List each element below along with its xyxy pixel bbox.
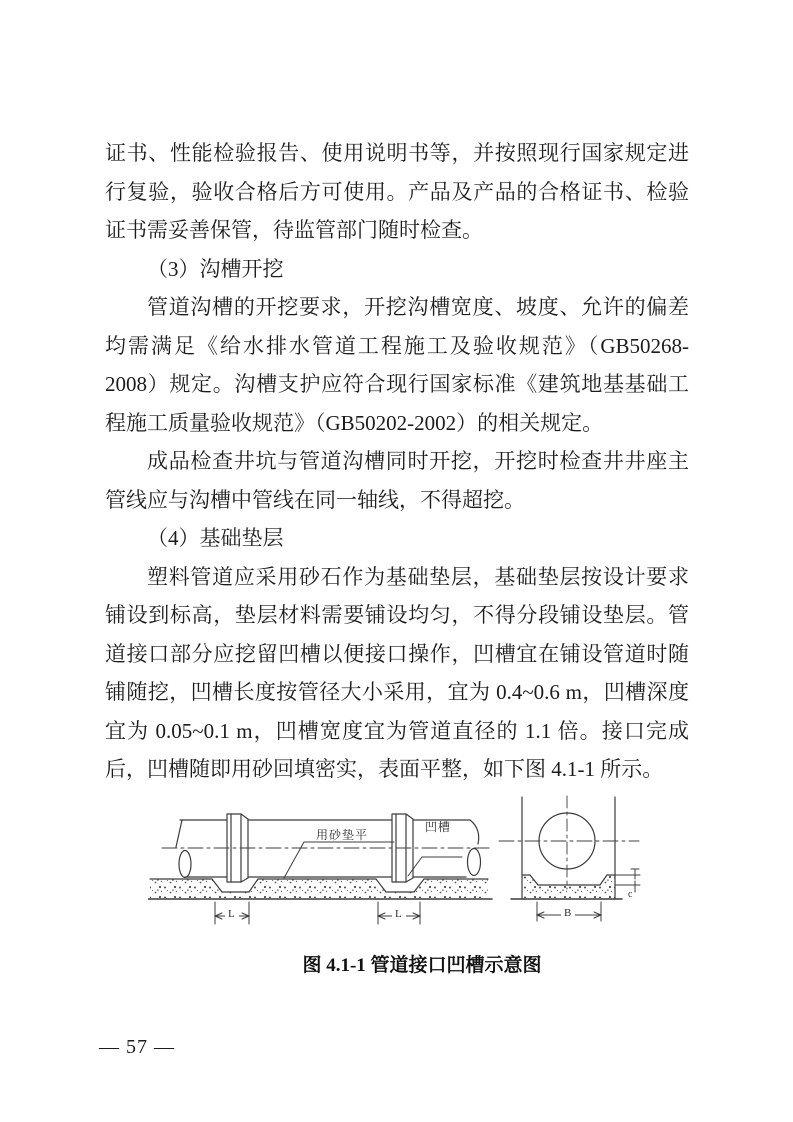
pipe-groove-diagram xyxy=(148,795,673,940)
sand-level-label: 用砂垫平 xyxy=(316,827,369,842)
paragraph: 塑料管道应采用砂石作为基础垫层，基础垫层按设计要求铺设到标高，垫层材料需要铺设均匀，不得分段铺设垫层。管道接口部分应挖留凹槽以便接口操作，凹槽宜在铺设管道时随铺随挖，凹槽长度按管径大小采用，宜为 0.4~0.6 m，凹槽深度宜为 0.05~0.1 m，凹槽宽度宜为管道直径的 1.1 倍。接口完成后，凹槽随即用砂回填密实，表面平整，如下图 4.1-1 所示。 xyxy=(105,564,689,781)
dim-l-right-label: L xyxy=(395,907,402,920)
groove-label: 凹槽 xyxy=(425,819,452,834)
dim-l-left-label: L xyxy=(228,907,235,920)
section-heading-4: （4）基础垫层 xyxy=(147,526,284,550)
paragraph-continuation: 证书、性能检验报告、使用说明书等，并按照现行国家规定进行复验，验收合格后方可使用。产品及产品的合格证书、检验证书需妥善保管，待监管部门随时检查。 xyxy=(105,141,689,242)
figure-4-1-1 xyxy=(105,795,689,977)
dim-c-label: c xyxy=(628,888,633,900)
section-heading-3: （3）沟槽开挖 xyxy=(147,256,284,281)
paragraph: 成品检查井坑与管道沟槽同时开挖，开挖时检查井井座主管线应与沟槽中管线在同一轴线，不得超挖。 xyxy=(105,449,689,512)
page-number: — 57 — xyxy=(99,1036,175,1058)
paragraph: 管道沟槽的开挖要求，开挖沟槽宽度、坡度、允许的偏差均需满足《给水排水管道工程施工及验收规范》（GB50268-2008）规定。沟槽支护应符合现行国家标准《建筑地基基础工程施工质量验收规范》（GB50202-2002）的相关规定。 xyxy=(105,295,689,435)
figure-caption: 图 4.1-1 管道接口凹槽示意图 xyxy=(302,954,542,976)
dim-b-label: B xyxy=(564,906,572,919)
cross-section xyxy=(499,796,640,921)
text-content xyxy=(105,134,689,977)
